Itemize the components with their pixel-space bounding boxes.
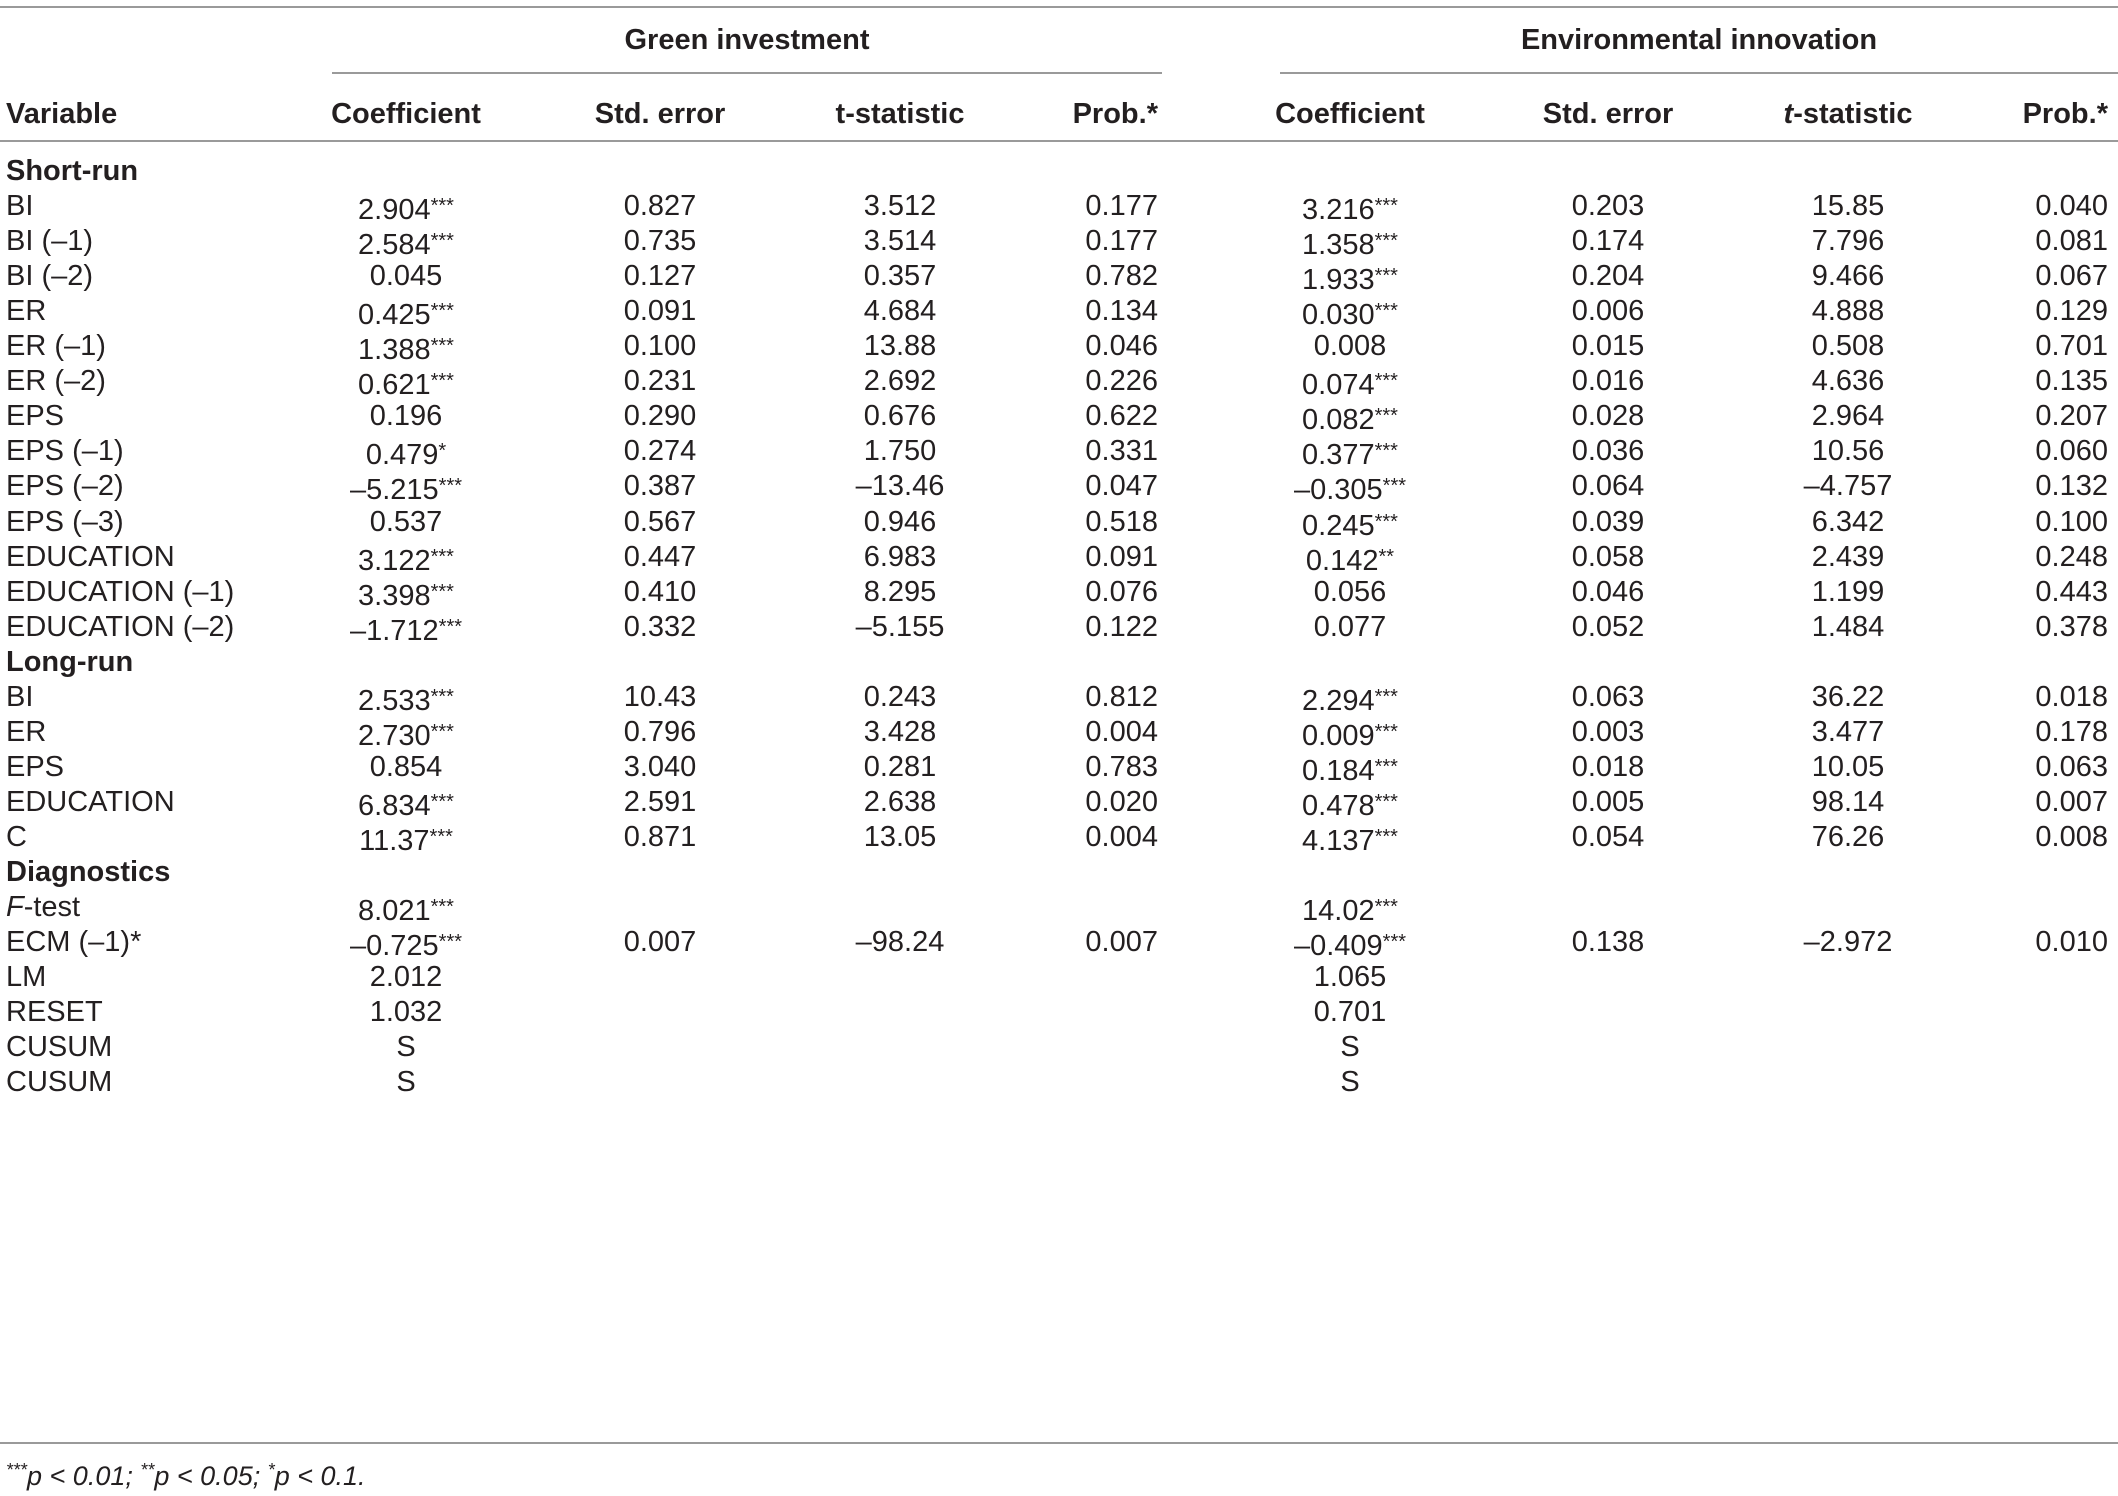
prob-env: 0.018: [2035, 680, 2108, 713]
coefficient-value: 4.137: [1302, 824, 1375, 857]
coefficient-value: –1.712: [349, 614, 439, 647]
t-statistic-env: 76.26: [1811, 820, 1885, 853]
t-statistic-env: –4.757: [1803, 470, 1893, 503]
t-statistic-green: 0.357: [863, 260, 937, 293]
row-label-text: BI: [6, 190, 34, 223]
std-error-green: 0.796: [623, 715, 697, 748]
coefficient-green: [316, 1059, 496, 1106]
coefficient-value: 3.216: [1302, 194, 1375, 227]
coefficient-value: 0.074: [1302, 369, 1375, 402]
significance-stars: ***: [1374, 790, 1398, 813]
group-rule-environmental-innovation: [1280, 72, 2118, 74]
prob-env: 0.178: [2035, 715, 2108, 748]
std-error-env: 0.054: [1571, 820, 1645, 853]
std-error-env: 0.064: [1571, 470, 1645, 503]
prob-env: 0.063: [2035, 750, 2108, 783]
t-statistic-env: –2.972: [1803, 926, 1893, 959]
coefficient-value: –0.409: [1293, 930, 1383, 963]
prob-green: 0.076: [1085, 575, 1158, 608]
table-top-rule: [0, 6, 2118, 8]
footnote-stars: ***: [6, 1460, 28, 1480]
std-error-env: 0.174: [1571, 225, 1645, 258]
significance-stars: ***: [430, 896, 454, 919]
group-header-environmental-innovation: Environmental innovation: [1520, 24, 1878, 56]
prob-green: 0.177: [1085, 190, 1158, 223]
t-statistic-green: 0.243: [863, 680, 937, 713]
significance-footnote: [6, 1450, 366, 1490]
significance-stars: ***: [1374, 230, 1398, 253]
group-rule-green-investment: [332, 72, 1162, 74]
t-statistic-env: 15.85: [1811, 190, 1885, 223]
significance-stars: ***: [1374, 720, 1398, 743]
significance-stars: ***: [1374, 896, 1398, 919]
table-row: [0, 1059, 2118, 1106]
coefficient-value: 0.701: [1313, 996, 1387, 1029]
coefficient-value: S: [396, 1066, 416, 1099]
t-statistic-suffix: -statistic: [1793, 98, 1913, 130]
std-error-env: 0.006: [1571, 295, 1645, 328]
coefficient-value: 1.358: [1302, 229, 1375, 262]
significance-stars: ***: [430, 545, 454, 568]
coefficient-value: 3.122: [358, 544, 431, 577]
col-header-std-error-env: Std. error: [1542, 98, 1674, 130]
row-label-text: EDUCATION (–2): [6, 610, 235, 643]
footnote-text: p < 0.1.: [274, 1461, 366, 1491]
prob-env: 0.701: [2035, 330, 2108, 363]
coefficient-value: 0.196: [369, 400, 443, 433]
significance-stars: ***: [430, 790, 454, 813]
significance-stars: **: [1378, 545, 1395, 568]
coefficient-value: 1.388: [358, 334, 431, 367]
coefficient-value: 0.425: [358, 299, 431, 332]
section-label: Diagnostics: [6, 856, 171, 888]
std-error-green: 2.591: [623, 785, 697, 818]
row-label-text: ER: [6, 715, 47, 748]
row-label-text: RESET: [6, 996, 103, 1029]
col-header-t-statistic-green: t-statistic: [835, 98, 965, 130]
std-error-env: 0.052: [1571, 610, 1645, 643]
t-statistic-green: 3.514: [863, 225, 937, 258]
significance-stars: ***: [1374, 685, 1398, 708]
significance-stars: ***: [430, 195, 454, 218]
t-statistic-green: 8.295: [863, 575, 937, 608]
row-label-text: -test: [23, 891, 81, 924]
prob-green: 0.134: [1085, 295, 1158, 328]
row-label-text: ER (–2): [6, 365, 106, 398]
prob-green: 0.004: [1085, 820, 1158, 853]
coefficient-value: 14.02: [1302, 895, 1375, 928]
prob-green: 0.812: [1085, 680, 1158, 713]
std-error-green: 0.332: [623, 610, 697, 643]
std-error-env: 0.204: [1571, 260, 1645, 293]
row-label-text: ER: [6, 295, 47, 328]
t-statistic-env: 10.56: [1811, 435, 1885, 468]
significance-stars: ***: [1374, 825, 1398, 848]
prob-green: 0.177: [1085, 225, 1158, 258]
std-error-green: 0.290: [623, 400, 697, 433]
significance-stars: ***: [430, 580, 454, 603]
std-error-env: 0.015: [1571, 330, 1645, 363]
significance-stars: ***: [1374, 440, 1398, 463]
t-statistic-green: 0.946: [863, 505, 937, 538]
std-error-green: 0.827: [623, 190, 697, 223]
prob-green: 0.518: [1085, 505, 1158, 538]
std-error-env: 0.016: [1571, 365, 1645, 398]
t-statistic-env: 4.888: [1811, 295, 1885, 328]
col-header-coefficient-green: Coefficient: [331, 98, 481, 130]
coefficient-value: 0.621: [358, 369, 431, 402]
prob-env: 0.007: [2035, 785, 2108, 818]
significance-stars: ***: [1382, 931, 1407, 954]
header-bottom-rule: [0, 140, 2118, 142]
t-statistic-green: –13.46: [855, 470, 945, 503]
t-statistic-env: 9.466: [1811, 260, 1885, 293]
coefficient-value: –0.305: [1293, 474, 1383, 507]
coefficient-value: 2.294: [1302, 684, 1375, 717]
std-error-green: 0.447: [623, 540, 697, 573]
std-error-env: 0.203: [1571, 190, 1645, 223]
std-error-env: 0.005: [1571, 785, 1645, 818]
t-statistic-env: 7.796: [1811, 225, 1885, 258]
prob-green: 0.007: [1085, 926, 1158, 959]
coefficient-value-wrap: [316, 1059, 496, 1106]
col-header-prob-env: Prob.*: [2022, 98, 2108, 130]
coefficient-value: 0.245: [1302, 509, 1375, 542]
prob-env: 0.010: [2035, 926, 2108, 959]
footnote-stars: **: [140, 1460, 155, 1480]
t-statistic-env: 1.484: [1811, 610, 1885, 643]
std-error-green: 0.567: [623, 505, 697, 538]
prob-green: 0.122: [1085, 610, 1158, 643]
row-label-text: EPS (–1): [6, 435, 124, 468]
coefficient-value: S: [1340, 1031, 1360, 1064]
footnote-stars: *: [267, 1460, 275, 1480]
coefficient-value: 3.398: [358, 579, 431, 612]
row-label-text: EPS (–2): [6, 470, 124, 503]
significance-stars: ***: [438, 931, 463, 954]
prob-env: 0.378: [2035, 610, 2108, 643]
coefficient-value: S: [1340, 1066, 1360, 1099]
prob-green: 0.782: [1085, 260, 1158, 293]
t-statistic-env: 4.636: [1811, 365, 1885, 398]
std-error-env: 0.018: [1571, 750, 1645, 783]
row-label-italic: F: [6, 891, 24, 924]
coefficient-value: 8.021: [358, 895, 431, 928]
std-error-green: 0.091: [623, 295, 697, 328]
coefficient-value: 0.479: [365, 439, 439, 472]
footnote-text: p < 0.01;: [27, 1461, 141, 1491]
col-header-prob-green: Prob.*: [1072, 98, 1158, 130]
col-header-coefficient-env: Coefficient: [1275, 98, 1425, 130]
row-label: [6, 1059, 112, 1106]
significance-stars: ***: [1374, 370, 1398, 393]
prob-env: 0.443: [2035, 575, 2108, 608]
row-label-text: EPS (–3): [6, 505, 124, 538]
row-label-text: LM: [6, 961, 47, 994]
prob-env: 0.081: [2035, 225, 2108, 258]
prob-env: 0.100: [2035, 505, 2108, 538]
row-label-text: BI (–1): [6, 225, 94, 258]
significance-stars: ***: [1382, 475, 1407, 498]
coefficient-value: 0.009: [1302, 719, 1375, 752]
group-header-green-investment: Green investment: [624, 24, 870, 56]
t-statistic-env: 2.439: [1811, 540, 1885, 573]
row-label-text: BI (–2): [6, 260, 94, 293]
t-statistic-env: 6.342: [1811, 505, 1885, 538]
significance-stars: ***: [429, 825, 453, 848]
prob-env: 0.040: [2035, 190, 2108, 223]
coefficient-value: S: [396, 1031, 416, 1064]
std-error-env: 0.036: [1571, 435, 1645, 468]
section-label: Long-run: [6, 645, 134, 678]
footnote-text: p < 0.05;: [154, 1461, 268, 1491]
significance-stars: ***: [430, 300, 454, 323]
coefficient-value: 0.142: [1305, 544, 1379, 577]
coefficient-value: 0.377: [1302, 439, 1375, 472]
prob-green: 0.622: [1085, 400, 1158, 433]
col-header-t-statistic-env: [1758, 92, 1938, 136]
std-error-env: 0.063: [1571, 680, 1645, 713]
t-statistic-green: 0.281: [863, 750, 937, 783]
coefficient-value: 0.537: [369, 505, 443, 538]
coefficient-value: 11.37: [359, 824, 430, 857]
significance-stars: ***: [430, 230, 454, 253]
significance-stars: ***: [1374, 195, 1398, 218]
col-header-variable: Variable: [6, 98, 118, 130]
prob-green: 0.046: [1085, 330, 1158, 363]
t-italic: t: [1783, 98, 1794, 130]
t-statistic-green: 3.428: [863, 715, 937, 748]
prob-green: 0.783: [1085, 750, 1158, 783]
coefficient-value: –5.215: [349, 474, 439, 507]
coefficient-value: 2.904: [358, 194, 431, 227]
coefficient-value: 0.056: [1313, 575, 1387, 608]
coefficient-value: 1.065: [1313, 961, 1387, 994]
prob-env: 0.132: [2035, 470, 2108, 503]
t-statistic-env: 0.508: [1811, 330, 1885, 363]
std-error-green: [570, 1059, 750, 1106]
t-statistic-env: [1758, 1059, 1938, 1106]
coefficient-value: 0.030: [1302, 299, 1375, 332]
std-error-env: 0.046: [1571, 575, 1645, 608]
row-label-text: EDUCATION: [6, 785, 175, 818]
table-bottom-rule: [0, 1442, 2118, 1444]
std-error-env: 0.058: [1571, 540, 1645, 573]
prob-env: 0.207: [2035, 400, 2108, 433]
t-statistic-green: [810, 1059, 990, 1106]
significance-stars: ***: [438, 615, 463, 638]
prob-env: 0.060: [2035, 435, 2108, 468]
t-statistic-green: 1.750: [863, 435, 937, 468]
coefficient-value: 2.730: [358, 719, 431, 752]
std-error-green: 10.43: [623, 680, 697, 713]
std-error-env: 0.028: [1571, 400, 1645, 433]
std-error-green: 0.274: [623, 435, 697, 468]
std-error-green: 0.231: [623, 365, 697, 398]
std-error-green: 0.387: [623, 470, 697, 503]
t-statistic-green: –5.155: [855, 610, 945, 643]
std-error-green: 0.871: [623, 820, 697, 853]
std-error-env: [1518, 1059, 1698, 1106]
row-label-text: CUSUM: [6, 1066, 113, 1099]
coefficient-value: 1.032: [369, 996, 443, 1029]
std-error-green: 0.007: [623, 926, 697, 959]
row-label-text: ECM (–1)*: [6, 926, 142, 959]
prob-green: 0.091: [1085, 540, 1158, 573]
std-error-env: 0.039: [1571, 505, 1645, 538]
t-statistic-green: 6.983: [863, 540, 937, 573]
coefficient-value: 0.478: [1302, 789, 1375, 822]
row-label-text: BI: [6, 680, 34, 713]
coefficient-value: 2.584: [358, 229, 431, 262]
significance-stars: ***: [430, 335, 454, 358]
std-error-green: 0.735: [623, 225, 697, 258]
row-label-text: EDUCATION (–1): [6, 575, 235, 608]
coefficient-value: –0.725: [349, 930, 439, 963]
prob-env: 0.135: [2035, 365, 2108, 398]
t-statistic-green: 2.638: [863, 785, 937, 818]
prob-env: 0.129: [2035, 295, 2108, 328]
t-statistic-env: 36.22: [1811, 680, 1885, 713]
significance-stars: ***: [1374, 755, 1398, 778]
significance-stars: ***: [438, 475, 463, 498]
coefficient-value: 0.082: [1302, 404, 1375, 437]
std-error-green: 0.100: [623, 330, 697, 363]
row-label-text: EDUCATION: [6, 540, 175, 573]
prob-env: 0.008: [2035, 820, 2108, 853]
coefficient-value: 0.854: [369, 750, 443, 783]
prob-env: [1948, 1059, 2108, 1106]
prob-green: 0.226: [1085, 365, 1158, 398]
significance-stars: ***: [1374, 405, 1398, 428]
std-error-green: 0.410: [623, 575, 697, 608]
t-statistic-green: 0.676: [863, 400, 937, 433]
t-statistic-env: 3.477: [1811, 715, 1885, 748]
significance-stars: ***: [1374, 265, 1398, 288]
row-label-text: EPS: [6, 400, 65, 433]
significance-stars: ***: [430, 720, 454, 743]
prob-green: 0.047: [1085, 470, 1158, 503]
col-header-std-error-green: Std. error: [594, 98, 726, 130]
row-label-text: C: [6, 820, 27, 853]
coefficient-value: 0.045: [369, 260, 443, 293]
prob-env: 0.248: [2035, 540, 2108, 573]
std-error-green: 0.127: [623, 260, 697, 293]
t-statistic-green: 13.05: [863, 820, 937, 853]
prob-green: 0.004: [1085, 715, 1158, 748]
row-label-text: ER (–1): [6, 330, 106, 363]
prob-green: [1018, 1059, 1158, 1106]
coefficient-value: 0.077: [1313, 610, 1387, 643]
t-statistic-green: –98.24: [855, 926, 945, 959]
std-error-env: 0.003: [1571, 715, 1645, 748]
t-statistic-env: 10.05: [1811, 750, 1885, 783]
t-statistic-env: 2.964: [1811, 400, 1885, 433]
prob-env: 0.067: [2035, 260, 2108, 293]
coefficient-value: 1.933: [1302, 264, 1375, 297]
coefficient-value: 6.834: [358, 789, 431, 822]
significance-stars: ***: [430, 685, 454, 708]
row-label-text: CUSUM: [6, 1031, 113, 1064]
t-statistic-env: 1.199: [1811, 575, 1885, 608]
t-statistic-green: 3.512: [863, 190, 937, 223]
coefficient-value-wrap: [1260, 1059, 1440, 1106]
coefficient-value: 0.008: [1313, 330, 1387, 363]
t-statistic-green: 13.88: [863, 330, 937, 363]
t-statistic-env: 98.14: [1811, 785, 1885, 818]
row-label-text: EPS: [6, 750, 65, 783]
t-statistic-green: 2.692: [863, 365, 937, 398]
significance-stars: ***: [1374, 300, 1398, 323]
std-error-green: 3.040: [623, 750, 697, 783]
coefficient-value: 2.012: [369, 961, 443, 994]
coefficient-value: 0.184: [1302, 754, 1375, 787]
t-statistic-green: 4.684: [863, 295, 937, 328]
prob-green: 0.020: [1085, 785, 1158, 818]
coefficient-value: 2.533: [358, 684, 431, 717]
significance-stars: ***: [430, 370, 454, 393]
significance-stars: ***: [1374, 510, 1398, 533]
section-label: Short-run: [6, 155, 139, 187]
coefficient-env: [1260, 1059, 1440, 1106]
std-error-env: 0.138: [1571, 926, 1645, 959]
prob-green: 0.331: [1085, 435, 1158, 468]
significance-stars: *: [438, 440, 447, 463]
